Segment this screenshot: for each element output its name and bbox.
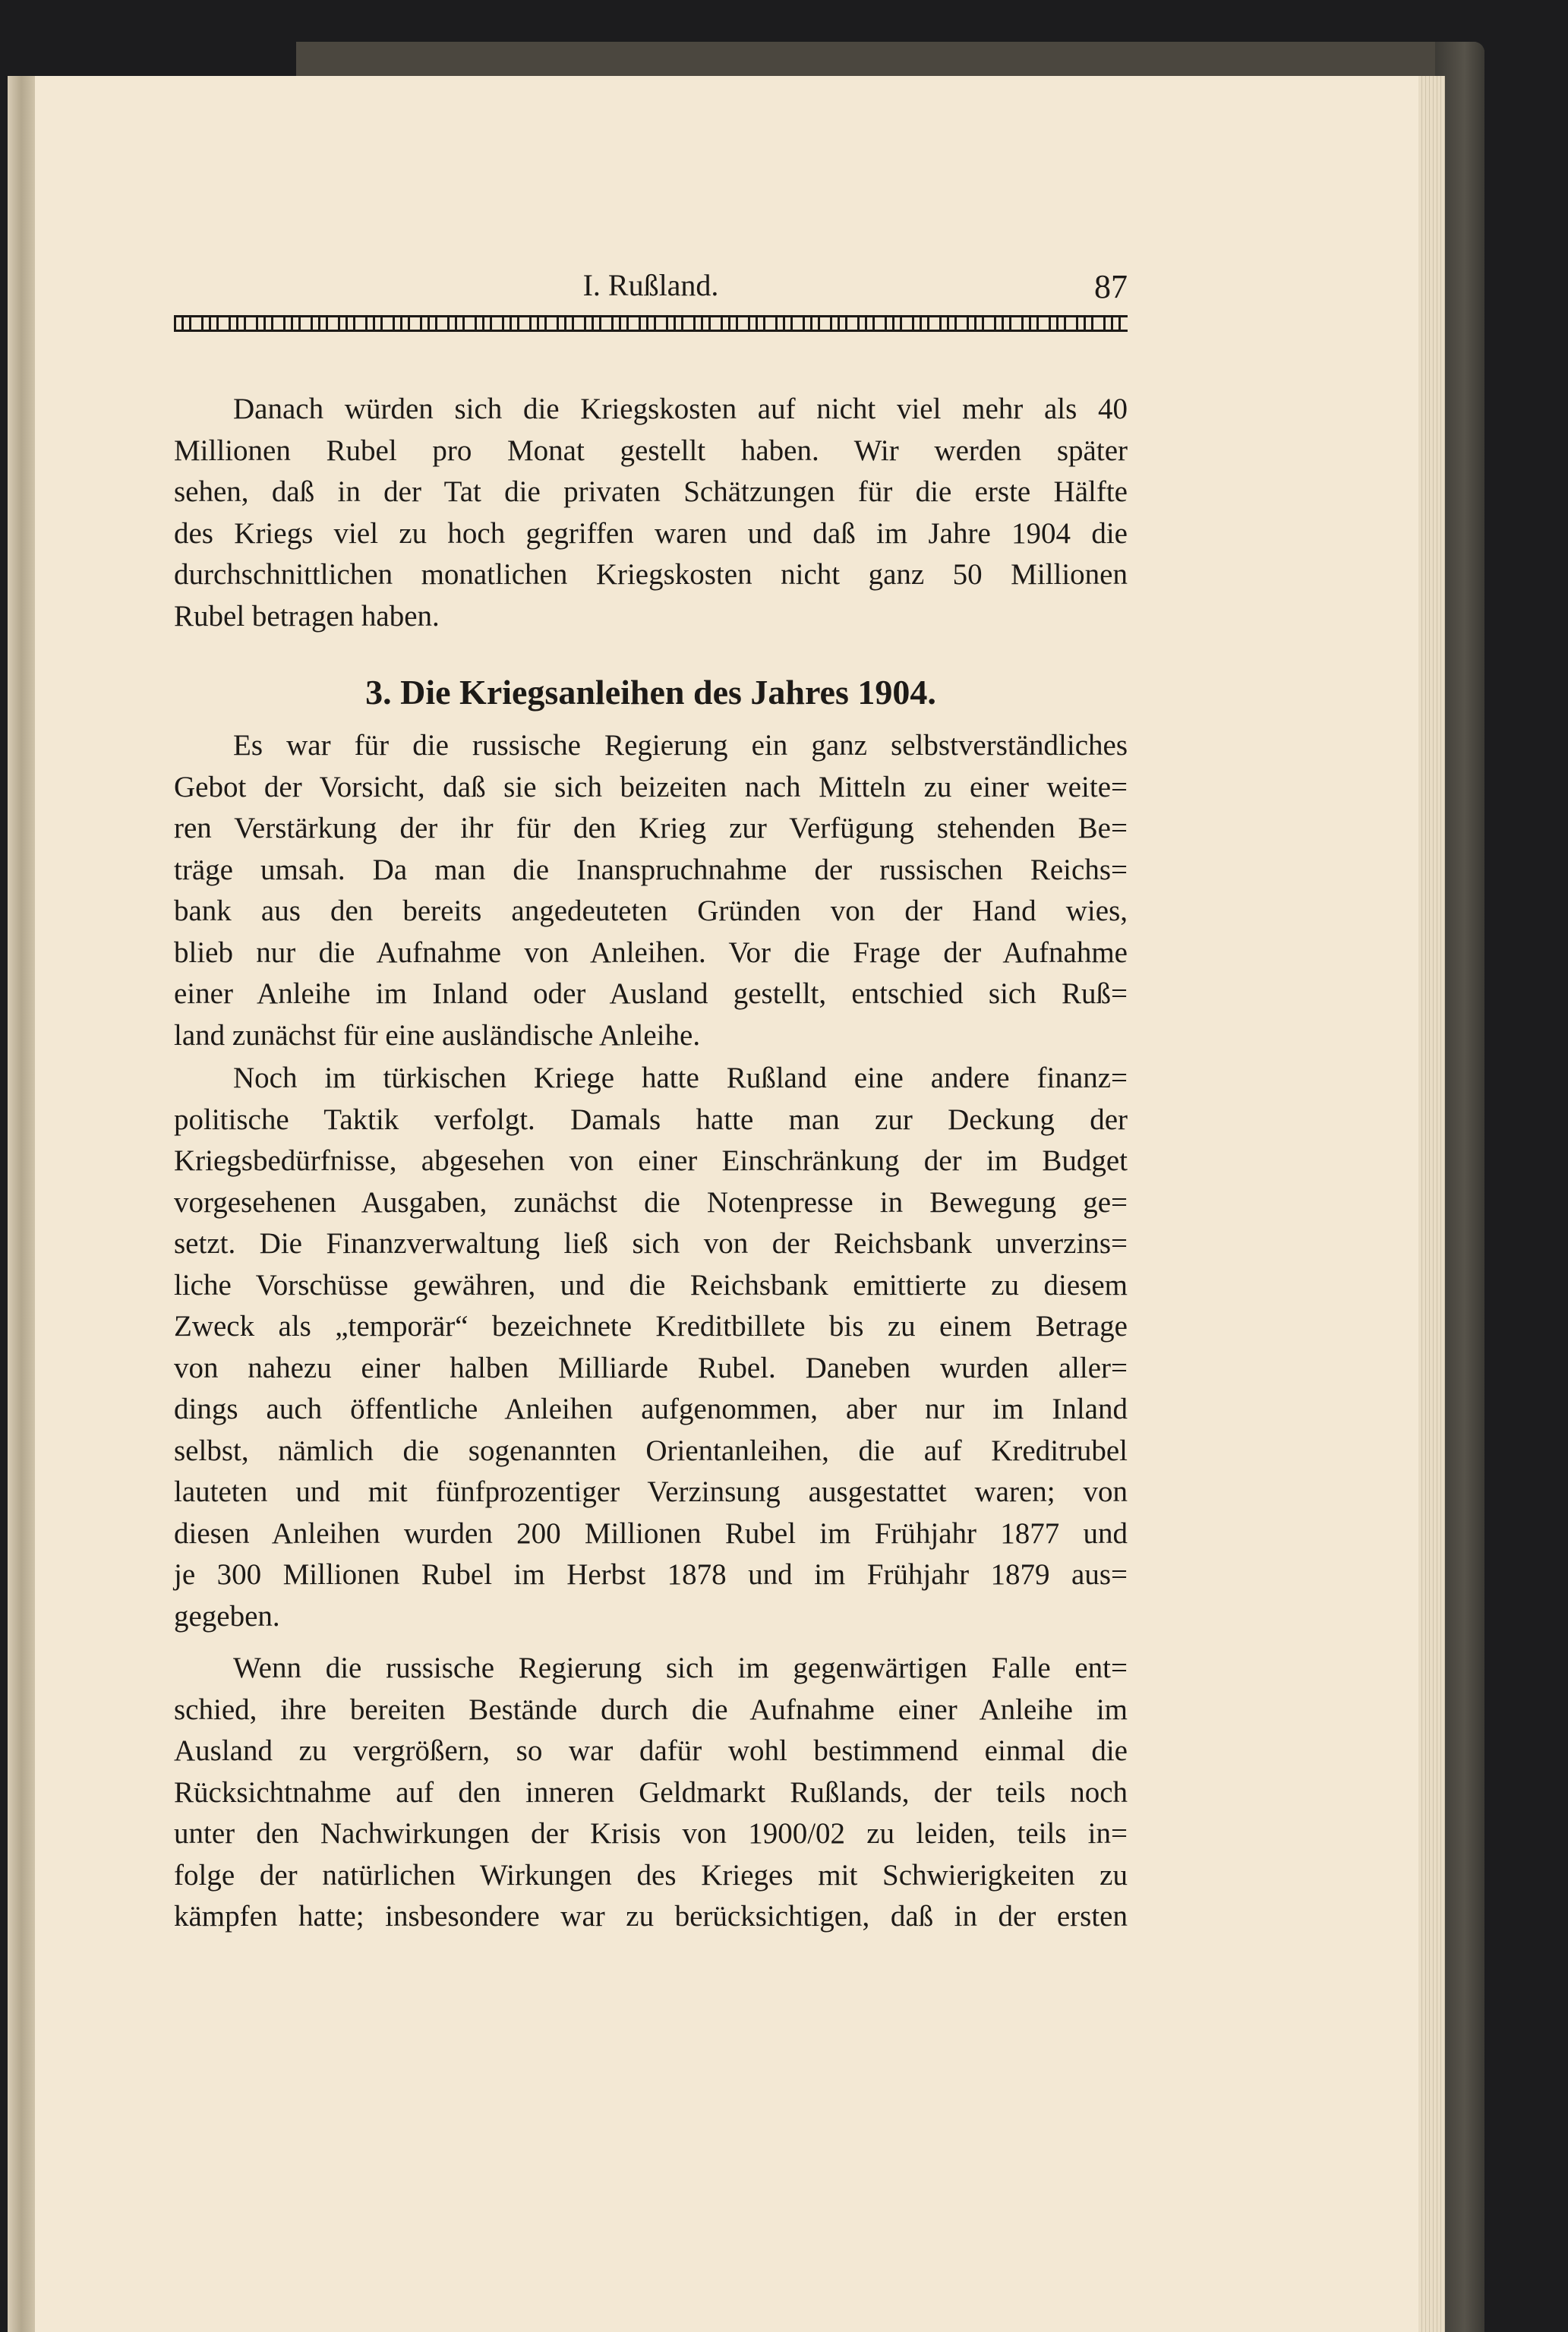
text-line: selbst, nämlich die sogenannten Orientanleihen, die auf Kreditrubel <box>174 1434 1128 1467</box>
text-line: Danach würden sich die Kriegskosten auf nicht viel mehr als 40 <box>233 393 1128 425</box>
paragraph-2 <box>174 725 1128 1056</box>
text-line: Rubel betragen haben. <box>174 599 440 633</box>
text-line: unter den Nachwirkungen der Krisis von 1900/02 zu leiden, teils in= <box>174 1817 1128 1850</box>
text-line: Millionen Rubel pro Monat gestellt haben. Wir werden später <box>174 434 1128 467</box>
text-line: land zunächst für eine ausländische Anleihe. <box>174 1018 701 1052</box>
text-line: bank aus den bereits angedeuteten Gründen von der Hand wies, <box>174 895 1128 927</box>
paragraph-4 <box>174 1648 1128 1938</box>
text-line: durchschnittlichen monatlichen Kriegskosten nicht ganz 50 Millionen <box>174 558 1128 591</box>
text-line: blieb nur die Aufnahme von Anleihen. Vor die Frage der Aufnahme <box>174 936 1128 969</box>
running-head <box>174 267 1128 305</box>
text-line: kämpfen hatte; insbesondere war zu berücksichtigen, daß in der ersten <box>174 1900 1128 1933</box>
running-head-title: I. Rußland. <box>582 268 719 302</box>
text-line: folge der natürlichen Wirkungen des Krieges mit Schwierigkeiten zu <box>174 1858 1128 1892</box>
binding-gutter <box>8 76 35 2332</box>
text-line: setzt. Die Finanzverwaltung ließ sich von der Reichsbank unverzins= <box>174 1227 1128 1260</box>
text-line: Gebot der Vorsicht, daß sie sich beizeiten nach Mitteln zu einer weite= <box>174 770 1128 803</box>
paragraph-1 <box>174 389 1128 637</box>
text-line: Ausland zu vergrößern, so war dafür wohl bestimmend einmal die <box>174 1734 1128 1767</box>
section-heading: 3. Die Kriegsanleihen des Jahres 1904. <box>365 673 936 712</box>
text-line: vorgesehenen Ausgaben, zunächst die Notenpresse in Bewegung ge= <box>174 1185 1128 1219</box>
text-line: dings auch öffentliche Anleihen aufgenommen, aber nur im Inland <box>174 1393 1128 1425</box>
text-line: Wenn die russische Regierung sich im gegenwärtigen Falle ent= <box>233 1652 1128 1684</box>
text-line: lauteten und mit fünfprozentiger Verzinsung ausgestattet waren; von <box>174 1475 1128 1508</box>
paragraph-3 <box>174 1058 1128 1637</box>
text-line: Es war für die russische Regierung ein ganz selbstverständliches <box>233 729 1128 762</box>
text-line: Kriegsbedürfnisse, abgesehen von einer Einschränkung der im Budget <box>174 1144 1128 1177</box>
text-line: ren Verstärkung der ihr für den Krieg zur Verfügung stehenden Be= <box>174 812 1128 844</box>
text-line: sehen, daß in der Tat die privaten Schätzungen für die erste Hälfte <box>174 475 1128 508</box>
text-line: von nahezu einer halben Milliarde Rubel. Daneben wurden aller= <box>174 1351 1128 1384</box>
text-line: je 300 Millionen Rubel im Herbst 1878 und im Frühjahr 1879 aus= <box>174 1558 1128 1591</box>
page-number: 87 <box>1094 268 1128 305</box>
text-line: des Kriegs viel zu hoch gegriffen waren und daß im Jahre 1904 die <box>174 516 1128 550</box>
text-line: Noch im türkischen Kriege hatte Rußland eine andere finanz= <box>233 1062 1128 1094</box>
text-line: Rücksichtnahme auf den inneren Geldmarkt Rußlands, der teils noch <box>174 1775 1128 1809</box>
text-line: Zweck als „temporär“ bezeichnete Kreditbillete bis zu einem Betrage <box>174 1310 1128 1343</box>
text-line: diesen Anleihen wurden 200 Millionen Rubel im Frühjahr 1877 und <box>174 1516 1128 1550</box>
text-line: liche Vorschüsse gewähren, und die Reichsbank emittierte zu diesem <box>174 1268 1128 1302</box>
text-line: träge umsah. Da man die Inanspruchnahme der russischen Reichs= <box>174 853 1128 886</box>
text-line: schied, ihre bereiten Bestände durch die Aufnahme einer Anleihe im <box>174 1693 1128 1726</box>
text-line: gegeben. <box>174 1599 280 1633</box>
page-edges <box>1418 76 1445 2332</box>
text-line: politische Taktik verfolgt. Damals hatte man zur Deckung der <box>174 1103 1128 1136</box>
text-line: einer Anleihe im Inland oder Ausland gestellt, entschied sich Ruß= <box>174 977 1128 1010</box>
ornamental-rule <box>174 315 1128 332</box>
